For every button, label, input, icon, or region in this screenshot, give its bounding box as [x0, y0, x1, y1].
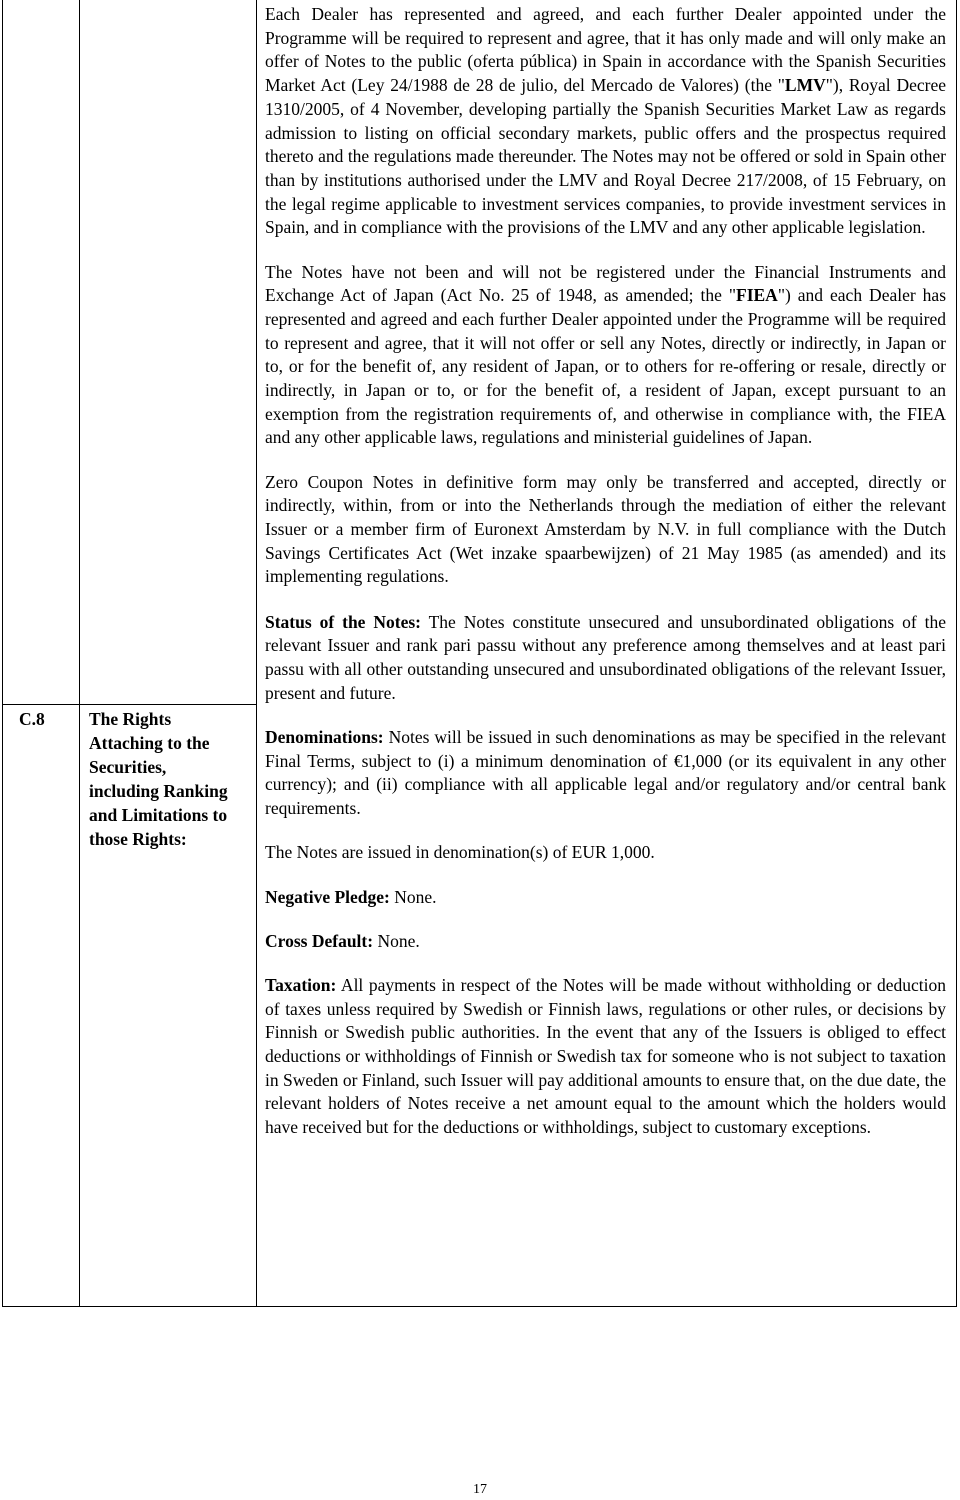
denominations-label: Denominations: — [265, 726, 384, 747]
row-divider — [3, 704, 257, 705]
page-number: 17 — [473, 1482, 487, 1497]
denominations-paragraph: Denominations: Notes will be issued in such denominations as may be specified in the relevant Final Terms, subject to (i) a minimum denomination of €1,000 (or its equivalent in any other currency); and (ii) compliance with all applicable legal and/or regulatory and/or central bank requirements. — [265, 726, 946, 819]
lmv-term: LMV — [784, 75, 826, 96]
japan-paragraph: The Notes have not been and will not be registered under the Financial Instruments and Exchange Act of Japan (Act No. 25 of 1948, as amended; the "FIEA") and each Dealer has represented and agreed and each further Dealer appointed under the Programme will be required to represent and agree, that it will not offer or sell any Notes, directly or indirectly, in Japan or to, or for the benefit of, any resident of Japan, or to others for re-offering or resale, directly or indirectly, in Japan or to, or for the benefit of, a resident of Japan, except pursuant to an exemption from the registration requirements of, and otherwise in compliance with, the FIEA and any other applicable laws, regulations and ministerial guidelines of Japan. — [265, 261, 947, 448]
content-column — [265, 3, 946, 1160]
code-column — [3, 0, 80, 1306]
status-label: Status of the Notes: — [265, 611, 421, 632]
cross-default-label: Cross Default: — [265, 930, 374, 951]
spain-paragraph: Each Dealer has represented and agreed, and each further Dealer appointed under the Programme will be required to represent and agree, that it has only made and will only make an offer of Notes to the public (oferta pública) in Spain in accordance with the Spanish Securities Market Act (Ley 24/1988 de 28 de julio, del Mercado de Valores) (the "LMV"), Royal Decree 1310/2005, of 4 November, developing partially the Spanish Securities Market Law as regards admission to listing on official secondary markets, public offers and the prospectus required thereto and the regulations made thereunder. The Notes may not be offered or sold in Spain other than by institutions authorised under the LMV and Royal Decree 217/2008, of 15 February, on the legal regime applicable to investment services companies, to provide investment services in Spain, and in compliance with the provisions of the LMV and any other applicable legislation. — [265, 4, 946, 238]
negative-pledge-label: Negative Pledge: — [265, 886, 390, 907]
status-paragraph: Status of the Notes: The Notes constitute unsecured and unsubordinated obligations of the relevant Issuer and rank pari passu without any preference among themselves and at least pari passu with all other outstanding unsecured and unsubordinated obligations of the relevant Issuer, present and future. — [265, 611, 946, 703]
section-code: C.8 — [19, 709, 45, 729]
issued-denomination-paragraph: The Notes are issued in denomination(s) of EUR 1,000. — [265, 842, 655, 863]
netherlands-paragraph: Zero Coupon Notes in definitive form may only be transferred and accepted, directly or indirectly, within, from or into the Netherlands through the mediation of either the relevant Issuer or a member firm of Euronext Amsterdam by N.V. in full compliance with the Dutch Savings Certificates Act (Wet inzake spaarbewijzen) of 21 May 1985 (as amended) and its implementing regulations. — [265, 471, 946, 587]
section-heading: The Rights Attaching to the Securities, including Ranking and Limitations to those Rights: — [89, 709, 228, 849]
heading-column — [80, 0, 257, 1306]
cross-default-paragraph: Cross Default: None. — [265, 930, 420, 951]
taxation-label: Taxation: — [265, 974, 337, 995]
negative-pledge-paragraph: Negative Pledge: None. — [265, 886, 437, 907]
fiea-term: FIEA — [736, 285, 778, 306]
taxation-paragraph: Taxation: All payments in respect of the Notes will be made without withholding or deduction of taxes unless required by Swedish or Finnish laws, regulations or other rules, or decisions by Finnish or Swedish public authorities. In the event that any of the Issuers is obliged to effect deductions or withholdings of Finnish or Swedish tax for someone who is not subject to taxation in Sweden or Finland, such Issuer will pay additional amounts to ensure that, on the due date, the relevant holders of Notes receive a net amount equal to the amount which the holders would have received but for the deductions or withholdings, subject to customary exceptions. — [265, 974, 946, 1138]
